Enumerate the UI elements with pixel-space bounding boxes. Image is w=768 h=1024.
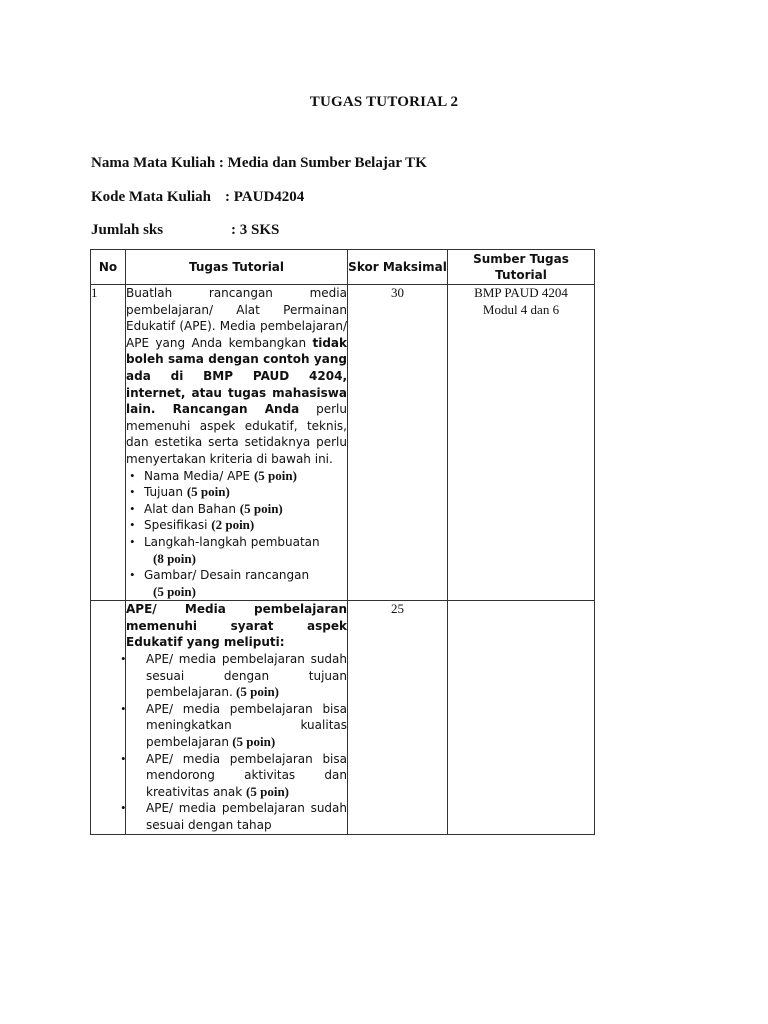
list-item [126,517,347,534]
list-item [126,651,347,701]
source-cell [448,285,595,601]
task-intro-bold: APE/ Media pembelajaran memenuhi syarat aspek Edukatif yang meliputi [126,602,347,650]
criteria-points: (5 poin) [153,583,196,599]
course-name-line [91,155,427,172]
criteria-points: (5 poin) [232,734,276,750]
source-line2: Modul 4 dan 6 [482,301,560,317]
score-cell: 25 [348,601,448,834]
list-item [126,484,347,501]
header-skor: Skor Maksimal [348,250,448,285]
criteria-text: Nama Media/ APE [144,468,254,483]
criteria-points: (5 poin) [239,500,283,516]
header-sumber-line1: Sumber Tugas [473,252,569,266]
criteria-text: APE/ media pembelajaran bisa meningkatkan kualitas pembelajaran [146,701,347,750]
task-intro-bold: tidak boleh sama dengan contoh yang ada di BMP PAUD 4204, internet, atau tugas mahasiswa lain. Rancangan Anda [126,335,347,417]
list-item [126,567,347,600]
criteria-points: (5 poin) [186,484,230,500]
table-row [91,601,595,834]
course-name-value: : Media dan Sumber Belajar TK [218,155,427,171]
course-code-label: Kode Mata Kuliah [91,189,212,205]
course-code-line [91,189,304,206]
criteria-points: (2 poin) [211,517,255,533]
document-title: TUGAS TUTORIAL 2 [309,94,459,110]
list-item [126,468,347,485]
criteria-points: (5 poin) [253,467,297,483]
row-number: 1 [91,285,126,601]
course-code-value: : PAUD4204 [225,189,305,205]
criteria-list [126,651,347,834]
criteria-text: Spesifikasi [144,518,212,533]
table-row [91,285,595,601]
task-intro-plain: Buatlah rancangan media pembelajaran/ Alat Permainan Edukatif (APE). Media pembelajaran/ APE yang Anda kembangkan [126,286,347,350]
criteria-points: (5 poin) [246,783,290,799]
header-sumber-line2: Tutorial [495,268,547,282]
table-header-row [91,250,595,285]
criteria-text: Gambar/ Desain rancangan [144,568,310,583]
task-cell [126,601,348,834]
task-intro-tail: perlu memenuhi aspek edukatif, teknis, dan estetika serta setidaknya perlu menyertakan kriteria di bawah ini. [126,402,347,466]
header-no: No [91,250,126,285]
criteria-points: (8 poin) [153,550,196,566]
score-cell: 30 [348,285,448,601]
credits-value: : 3 SKS [231,222,280,238]
source-line1: BMP PAUD 4204 [474,285,568,300]
list-item [126,701,347,751]
criteria-text: Langkah-langkah pembuatan [144,534,320,549]
criteria-text: Tujuan [144,485,187,500]
criteria-text: APE/ media pembelajaran sudah sesuai dengan tahap [146,801,347,832]
task-intro [126,601,347,651]
list-item [126,501,347,518]
tutorial-task-table [90,249,595,835]
list-item [126,800,347,833]
task-intro-colon: : [279,635,285,650]
criteria-text: APE/ media pembelajaran sudah sesuai dengan tujuan pembelajaran. [146,652,347,700]
course-name-label: Nama Mata Kuliah [91,155,216,171]
credits-label: Jumlah sks [91,222,164,238]
criteria-points: (5 poin) [236,684,280,700]
criteria-list [126,468,347,601]
source-cell [448,601,595,834]
row-number [91,601,126,834]
criteria-text: Alat dan Bahan [144,501,240,516]
list-item [126,751,347,801]
task-cell [126,285,348,601]
header-tugas: Tugas Tutorial [126,250,348,285]
header-sumber [448,250,595,285]
criteria-text: APE/ media pembelajaran bisa mendorong aktivitas dan kreativitas anak [146,751,347,799]
list-item [126,534,347,567]
credits-line [91,222,279,239]
task-intro [126,285,347,468]
